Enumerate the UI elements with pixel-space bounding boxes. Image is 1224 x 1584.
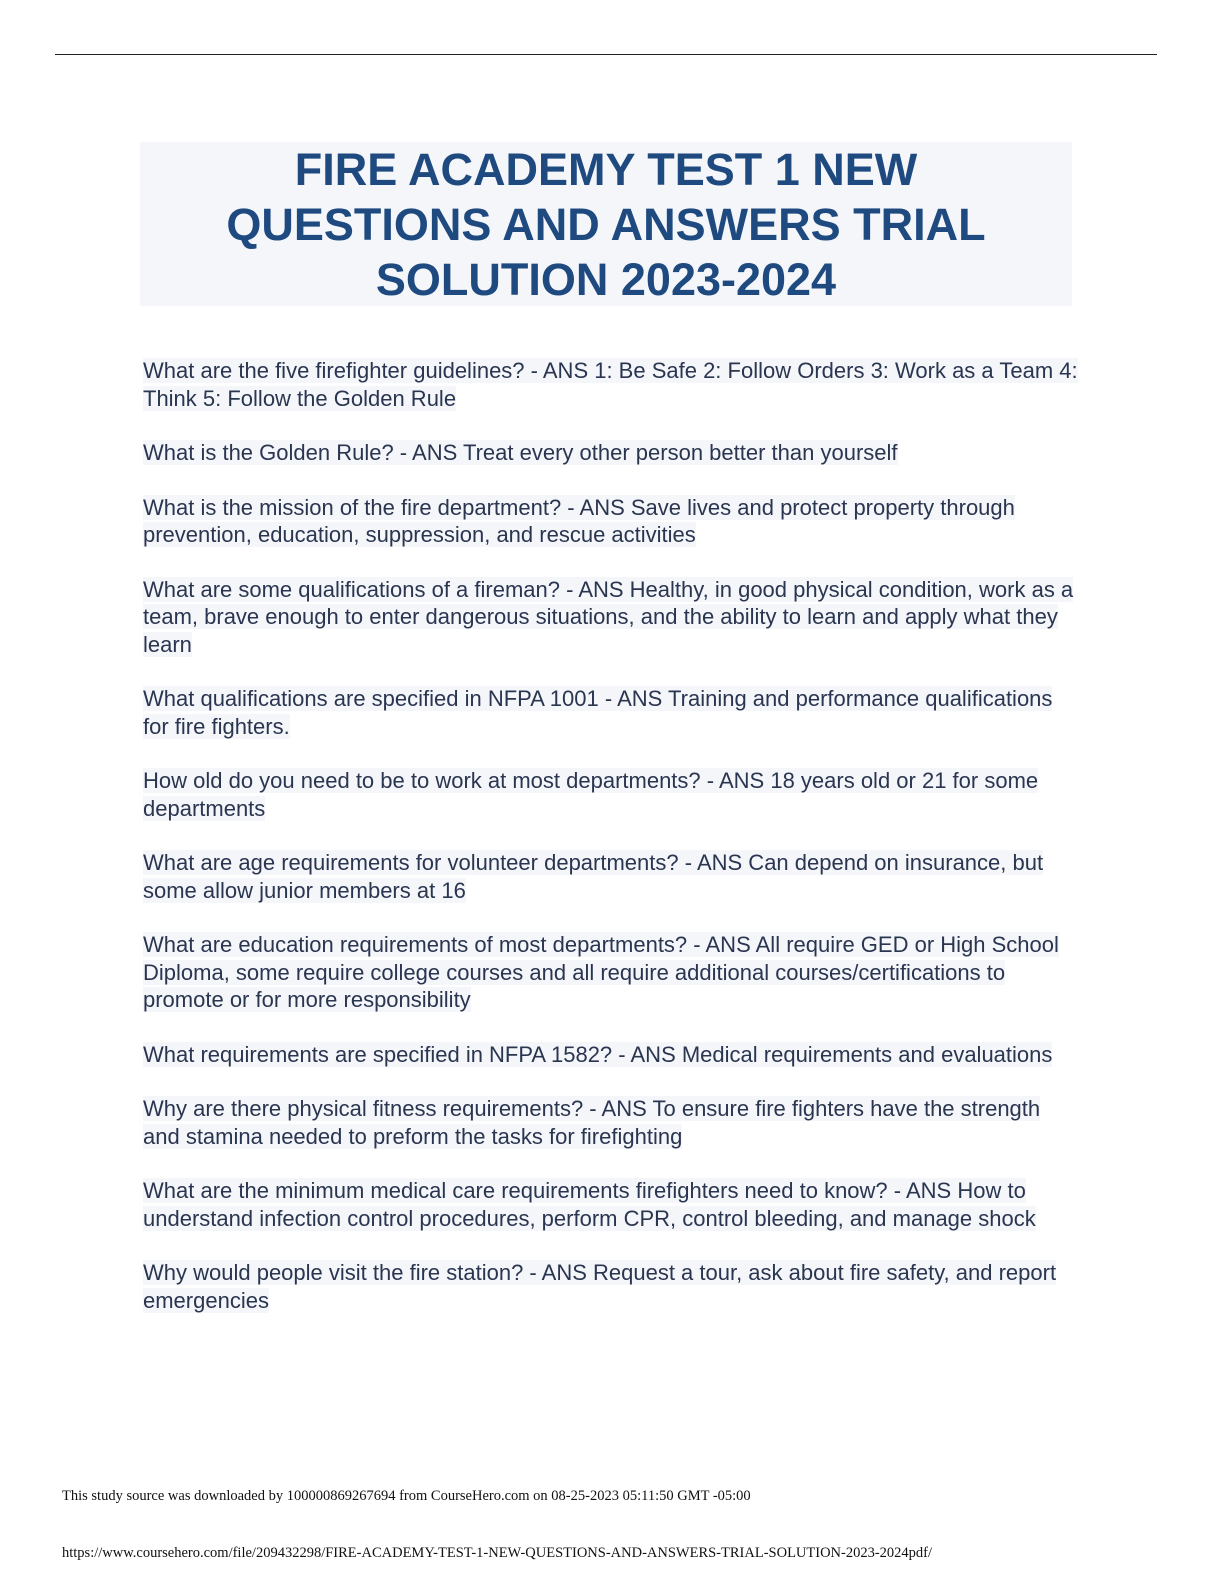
qa-text: Why are there physical fitness requirements? - ANS To ensure fire fighters have the strength and stamina needed to preform the tasks for firefighting <box>143 1096 1041 1149</box>
qa-item <box>143 1041 1078 1069</box>
qa-text: What are education requirements of most departments? - ANS All require GED or High School Diploma, some require college courses and all require additional courses/certifications to promote or for more responsibility <box>143 932 1059 1012</box>
page-title: FIRE ACADEMY TEST 1 NEW QUESTIONS AND ANSWERS TRIAL SOLUTION 2023-2024 <box>226 143 986 305</box>
qa-text: What requirements are specified in NFPA 1582? - ANS Medical requirements and evaluations <box>143 1041 1053 1067</box>
footer-url[interactable]: https://www.coursehero.com/file/209432298/FIRE-ACADEMY-TEST-1-NEW-QUESTIONS-AND-ANSWERS-TRIAL-SOLUTION-2023-2024pdf/ <box>62 1545 933 1561</box>
qa-text: What are the minimum medical care requirements firefighters need to know? - ANS How to understand infection control procedures, perform CPR, control bleeding, and manage shock <box>143 1178 1036 1231</box>
qa-item <box>143 576 1078 659</box>
top-divider <box>55 54 1157 55</box>
qa-item <box>143 357 1078 412</box>
qa-text: What are the five firefighter guidelines? - ANS 1: Be Safe 2: Follow Orders 3: Work as a Team 4: Think 5: Follow the Golden Rule <box>143 358 1078 411</box>
qa-item <box>143 849 1078 904</box>
qa-item <box>143 767 1078 822</box>
qa-text: What are age requirements for volunteer departments? - ANS Can depend on insurance, but some allow junior members at 16 <box>143 850 1044 903</box>
qa-item <box>143 685 1078 740</box>
footer-source-note: This study source was downloaded by 100000869267694 from CourseHero.com on 08-25-2023 05:11:50 GMT -05:00 <box>62 1488 751 1504</box>
qa-item <box>143 439 1078 467</box>
qa-text: What are some qualifications of a fireman? - ANS Healthy, in good physical condition, work as a team, brave enough to enter dangerous situations, and the ability to learn and apply what they learn <box>143 576 1074 657</box>
qa-item <box>143 1177 1078 1232</box>
qa-item <box>143 931 1078 1014</box>
qa-list <box>143 357 1078 1341</box>
qa-text: Why would people visit the fire station? - ANS Request a tour, ask about fire safety, and report emergencies <box>143 1260 1057 1313</box>
qa-text: How old do you need to be to work at most departments? - ANS 18 years old or 21 for some departments <box>143 768 1039 821</box>
qa-text: What is the mission of the fire department? - ANS Save lives and protect property through prevention, education, suppression, and rescue activities <box>143 494 1015 547</box>
qa-text: What qualifications are specified in NFPA 1001 - ANS Training and performance qualifications for fire fighters. <box>143 686 1053 739</box>
qa-text: What is the Golden Rule? - ANS Treat every other person better than yourself <box>143 440 898 465</box>
title-banner <box>140 142 1072 306</box>
qa-item <box>143 1095 1078 1150</box>
qa-item <box>143 494 1078 549</box>
qa-item <box>143 1259 1078 1314</box>
